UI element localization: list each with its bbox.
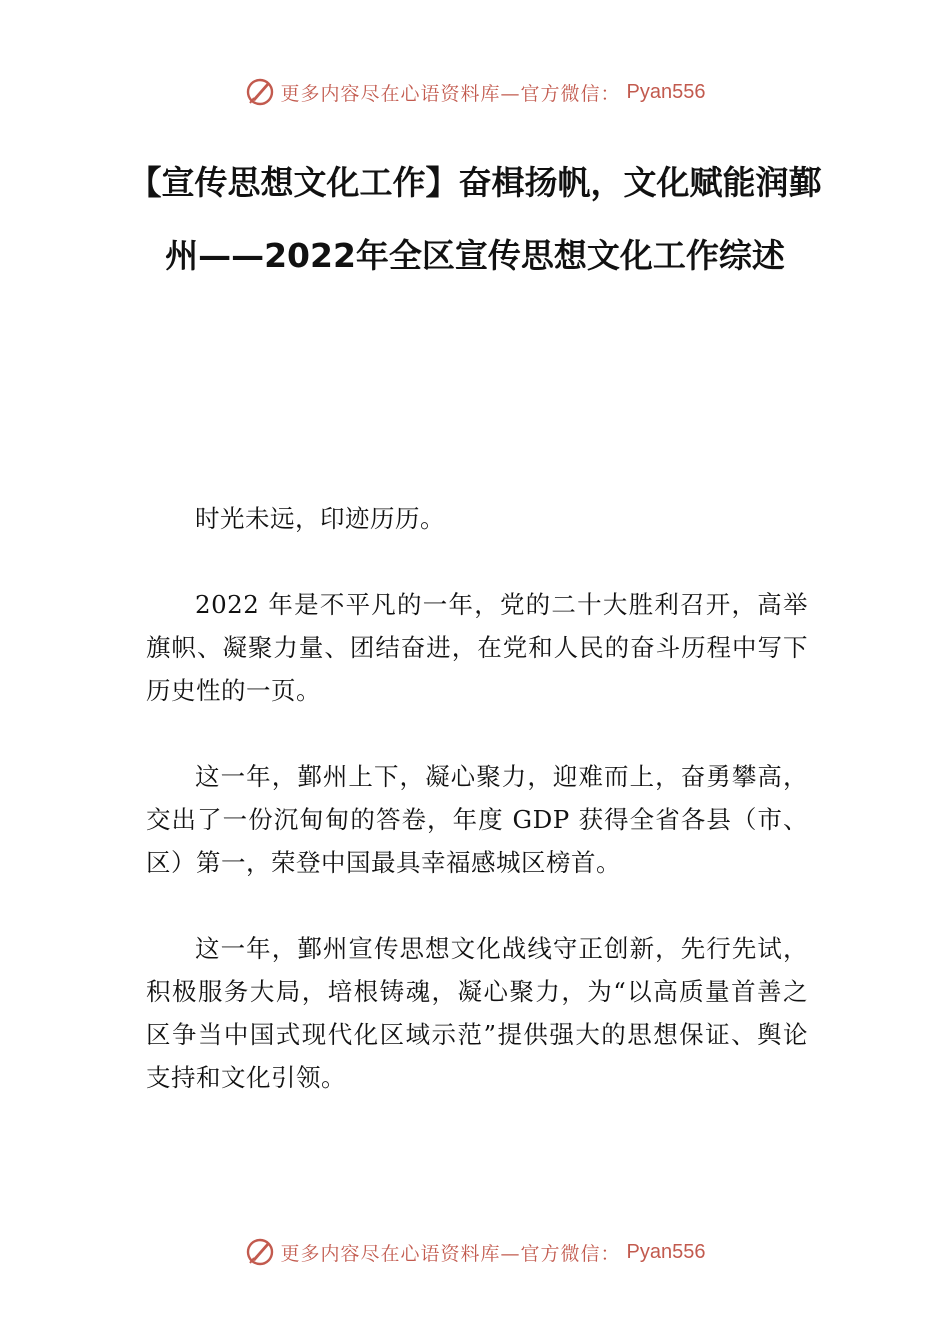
quill-pen-circle-icon <box>245 77 275 107</box>
paragraph: 这一年，鄞州宣传思想文化战线守正创新，先行先试，积极服务大局，培根铸魂，凝心聚力，为“以高质量首善之区争当中国式现代化区域示范”提供强大的思想保证、舆论支持和文化引领。 <box>146 934 808 1092</box>
paragraph: 2022 年是不平凡的一年，党的二十大胜利召开，高举旗帜、凝聚力量、团结奋进，在党和人民的奋斗历程中写下历史性的一页。 <box>146 590 808 705</box>
document-body <box>146 497 808 1142</box>
document-title: 【宣传思想文化工作】奋楫扬帆，文化赋能润鄞州——2022年全区宣传思想文化工作综述 <box>128 163 822 275</box>
footer-watermark <box>0 1232 950 1272</box>
quill-pen-circle-icon <box>245 1237 275 1267</box>
header-watermark <box>0 72 950 112</box>
watermark-text: 更多内容尽在心语资料库—官方微信： <box>280 1242 621 1265</box>
watermark-wechat-id: Pyan556 <box>626 80 706 103</box>
watermark-text: 更多内容尽在心语资料库—官方微信： <box>280 82 621 105</box>
paragraph: 这一年，鄞州上下，凝心聚力，迎难而上，奋勇攀高，交出了一份沉甸甸的答卷，年度 GDP 获得全省各县（市、区）第一，荣登中国最具幸福感城区榜首。 <box>146 762 808 877</box>
paragraph: 时光未远，印迹历历。 <box>195 504 445 533</box>
watermark-wechat-id: Pyan556 <box>626 1240 706 1263</box>
